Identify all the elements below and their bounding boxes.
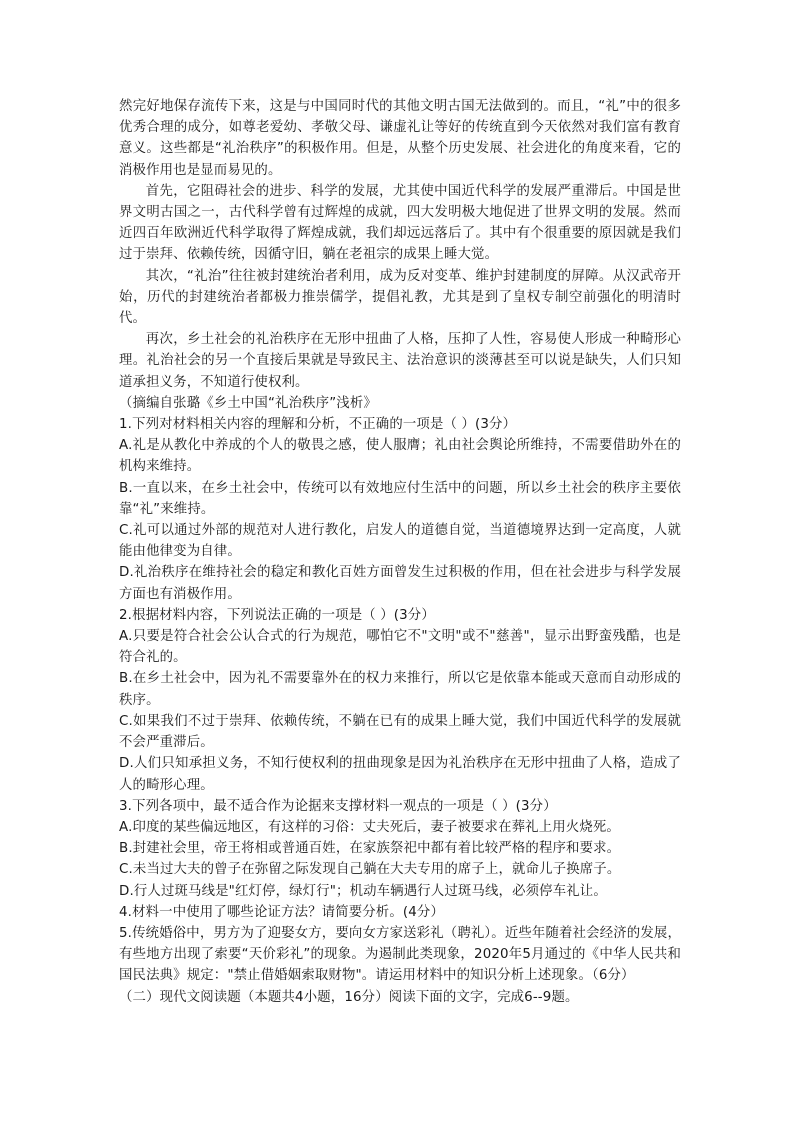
- question-1-option-a: A.礼是从教化中养成的个人的敬畏之感，使人服膺；礼由社会舆论所维持，不需要借助外在的机构来维持。: [119, 438, 681, 475]
- question-2-option-a: A.只要是符合社会公认合式的行为规范，哪怕它不"文明"或不"慈善"，显示出野蛮残酷，也是符合礼的。: [119, 629, 681, 666]
- paragraph-first-point: 首先，它阻碍社会的进步、科学的发展，尤其使中国近代科学的发展严重滞后。中国是世界文明古国之一，古代科学曾有过辉煌的成就，四大发明极大地促进了世界文明的发展。然而近四百年欧洲近代科学取得了辉煌成就，我们却远远落后了。其中有个很重要的原因就是我们过于崇拜、依赖传统，因循守旧，躺在老祖宗的成果上睡大觉。: [119, 183, 681, 263]
- question-1-option-d: D.礼治秩序在维持社会的稳定和教化百姓方面曾发生过积极的作用，但在社会进步与科学发展方面也有消极作用。: [119, 565, 681, 602]
- question-1-stem: 1.下列对材料相关内容的理解和分析，不正确的一项是（ ）(3分）: [119, 417, 517, 433]
- question-3-option-d: D.行人过斑马线是"红灯停，绿灯行"；机动车辆遇行人过斑马线，必须停车礼让。: [119, 883, 607, 899]
- section-2-heading: （二）现代文阅读题（本题共4小题，16分）阅读下面的文字，完成6--9题。: [119, 989, 579, 1005]
- question-2-stem: 2.根据材料内容，下列说法正确的一项是（ ）(3分）: [119, 607, 435, 623]
- question-3-stem: 3.下列各项中，最不适合作为论据来支撑材料一观点的一项是（ ）(3分）: [119, 798, 557, 814]
- question-2-option-c: C.如果我们不过于崇拜、依赖传统，不躺在已有的成果上睡大觉，我们中国近代科学的发展就不会严重滞后。: [119, 713, 681, 751]
- question-2-option-b: B.在乡土社会中，因为礼不需要靠外在的权力来推行，所以它是依靠本能或天意而自动形成的秩序。: [119, 671, 681, 708]
- question-3-option-c: C.未当过大夫的曾子在弥留之际发现自己躺在大夫专用的席子上，就命儿子换席子。: [119, 862, 621, 878]
- paragraph-continuation: 然完好地保存流传下来，这是与中国同时代的其他文明古国无法做到的。而且，“礼”中的很多优秀合理的成分，如尊老爱幼、孝敬父母、谦虚礼让等好的传统直到今天依然对我们富有教育意义。这些都是“礼治秩序”的积极作用。但是，从整个历史发展、社会进化的角度来看，它的消极作用也是显而易见的。: [119, 99, 681, 178]
- source-citation: （摘编自张璐《乡土中国“礼治秩序”浅析》: [119, 395, 377, 411]
- paragraph-second-point: 其次，“礼治”往往被封建统治者利用，成为反对变革、维护封建制度的屏障。从汉武帝开始，历代的封建统治者都极力推崇儒学，提倡礼教，尤其是到了皇权专制空前强化的明清时代。: [119, 268, 681, 327]
- question-3-option-b: B.封建社会里，帝王将相或普通百姓，在家族祭祀中都有着比较严格的程序和要求。: [119, 841, 621, 857]
- question-3-option-a: A.印度的某些偏远地区，有这样的习俗：丈夫死后，妻子被要求在葬礼上用火烧死。: [119, 819, 620, 835]
- question-1-option-b: B.一直以来，在乡土社会中，传统可以有效地应付生活中的问题，所以乡土社会的秩序主要依靠“礼”来维持。: [119, 480, 681, 517]
- document-body: [119, 96, 681, 1008]
- paragraph-third-point: 再次，乡土社会的礼治秩序在无形中扭曲了人格，压抑了人性，容易使人形成一种畸形心理。礼治社会的另一个直接后果就是导致民主、法治意识的淡薄甚至可以说是缺失，人们只知道承担义务，不知道行使权利。: [119, 332, 681, 390]
- question-4: 4.材料一中使用了哪些论证方法？请简要分析。(4分）: [119, 904, 445, 920]
- question-2-option-d: D.人们只知承担义务，不知行使权利的扭曲现象是因为礼治秩序在无形中扭曲了人格，造成了人的畸形心理。: [119, 756, 681, 793]
- question-1-option-c: C.礼可以通过外部的规范对人进行教化，启发人的道德自觉，当道德境界达到一定高度，人就能由他律变为自律。: [119, 523, 681, 560]
- question-5: 5.传统婚俗中，男方为了迎娶女方，要向女方家送彩礼（聘礼）。近些年随着社会经济的发展，有些地方出现了索要“天价彩礼”的现象。为遏制此类现象，2020年5月通过的《中华人民共和国民法典》规定："禁止借婚姻索取财物"。请运用材料中的知识分析上述现象。（6分）: [119, 925, 681, 984]
